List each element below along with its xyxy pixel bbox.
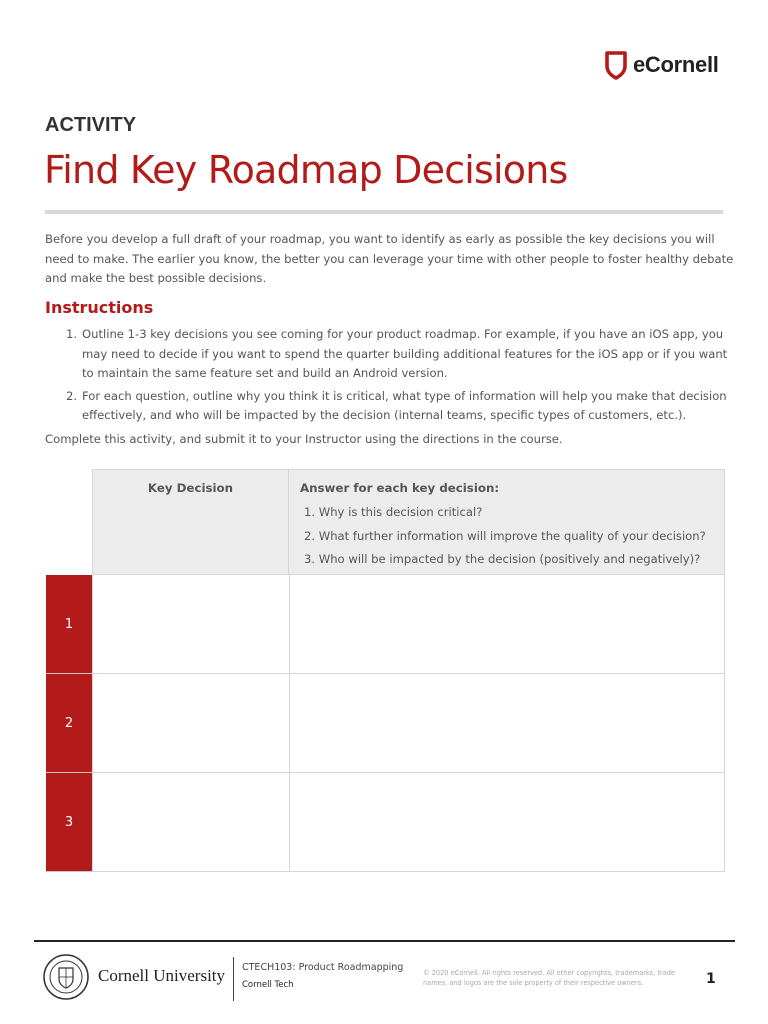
answer-header [289,469,725,575]
decision-table [46,469,725,872]
cornell-seal-icon [42,953,90,1001]
copyright-note: © 2020 eCornell. All rights reserved. All other copyrights, trademarks, trade names, and logos are the sole property of their respective owners. [423,969,675,987]
page-title: Find Key Roadmap Decisions [44,148,568,192]
question-list [304,501,706,572]
question-text: Why is this decision critical? [318,505,483,519]
question-text: Who will be impacted by the decision (positively and negatively)? [318,552,701,566]
table-row [46,773,725,872]
activity-kicker: ACTIVITY [45,114,137,136]
logo-text: eCornell [633,52,719,77]
submit-note: Complete this activity, and submit it to your Instructor using the directions in the course. [45,432,563,446]
step-text: For each question, outline why you think it is critical, what type of information will help you make that decision effectively, and who will be impacted by the decision (internal teams, specific types of customers, etc.). [82,388,727,422]
key-decision-cell[interactable] [92,773,289,872]
title-divider [45,210,723,214]
university-name: Cornell University [98,966,226,985]
answer-cell[interactable] [289,674,725,773]
instruction-step [66,387,736,426]
course-code: CTECH103: Product Roadmapping [242,962,404,973]
ecornell-logo [604,48,719,82]
key-decision-cell[interactable] [92,674,289,773]
campus-name: Cornell Tech [242,980,294,990]
answer-cell[interactable] [289,575,725,674]
question-item [304,548,706,572]
question-item [304,501,706,525]
shield-icon [604,50,628,80]
step-number: 1. [66,327,78,341]
intro-paragraph: Before you develop a full draft of your roadmap, you want to identify as early as possible the key decisions you will need to make. The earlier you know, the better you can leverage your time with other people to foster healthy debate and make the best possible decisions. [45,232,734,285]
question-number: 3. [304,552,316,566]
table-row [46,575,725,674]
answer-cell[interactable] [289,773,725,872]
question-number: 1. [304,505,316,519]
step-number: 2. [66,388,78,403]
answer-label: Answer for each key decision: [300,481,500,495]
instructions-heading: Instructions [45,298,154,317]
question-text: What further information will improve the quality of your decision? [318,528,706,543]
table-row [46,674,725,773]
footer-divider [34,940,735,942]
footer-separator [233,957,234,1001]
row-number: 2 [46,674,92,773]
key-decision-cell[interactable] [92,575,289,674]
step-text: Outline 1-3 key decisions you see coming for your product roadmap. For example, if you have an iOS app, you may need to decide if you want to spend the quarter building additional features for the iOS app or if you want to maintain the same feature set and build an Android version. [82,327,728,380]
row-number: 3 [46,773,92,872]
question-number: 2. [304,528,316,543]
instruction-step [66,325,736,384]
row-number: 1 [46,575,92,674]
question-item [304,525,706,549]
key-decision-header [92,469,289,575]
page-number: 1 [706,971,716,987]
instruction-steps [66,325,736,429]
key-decision-label: Key Decision [147,481,234,495]
